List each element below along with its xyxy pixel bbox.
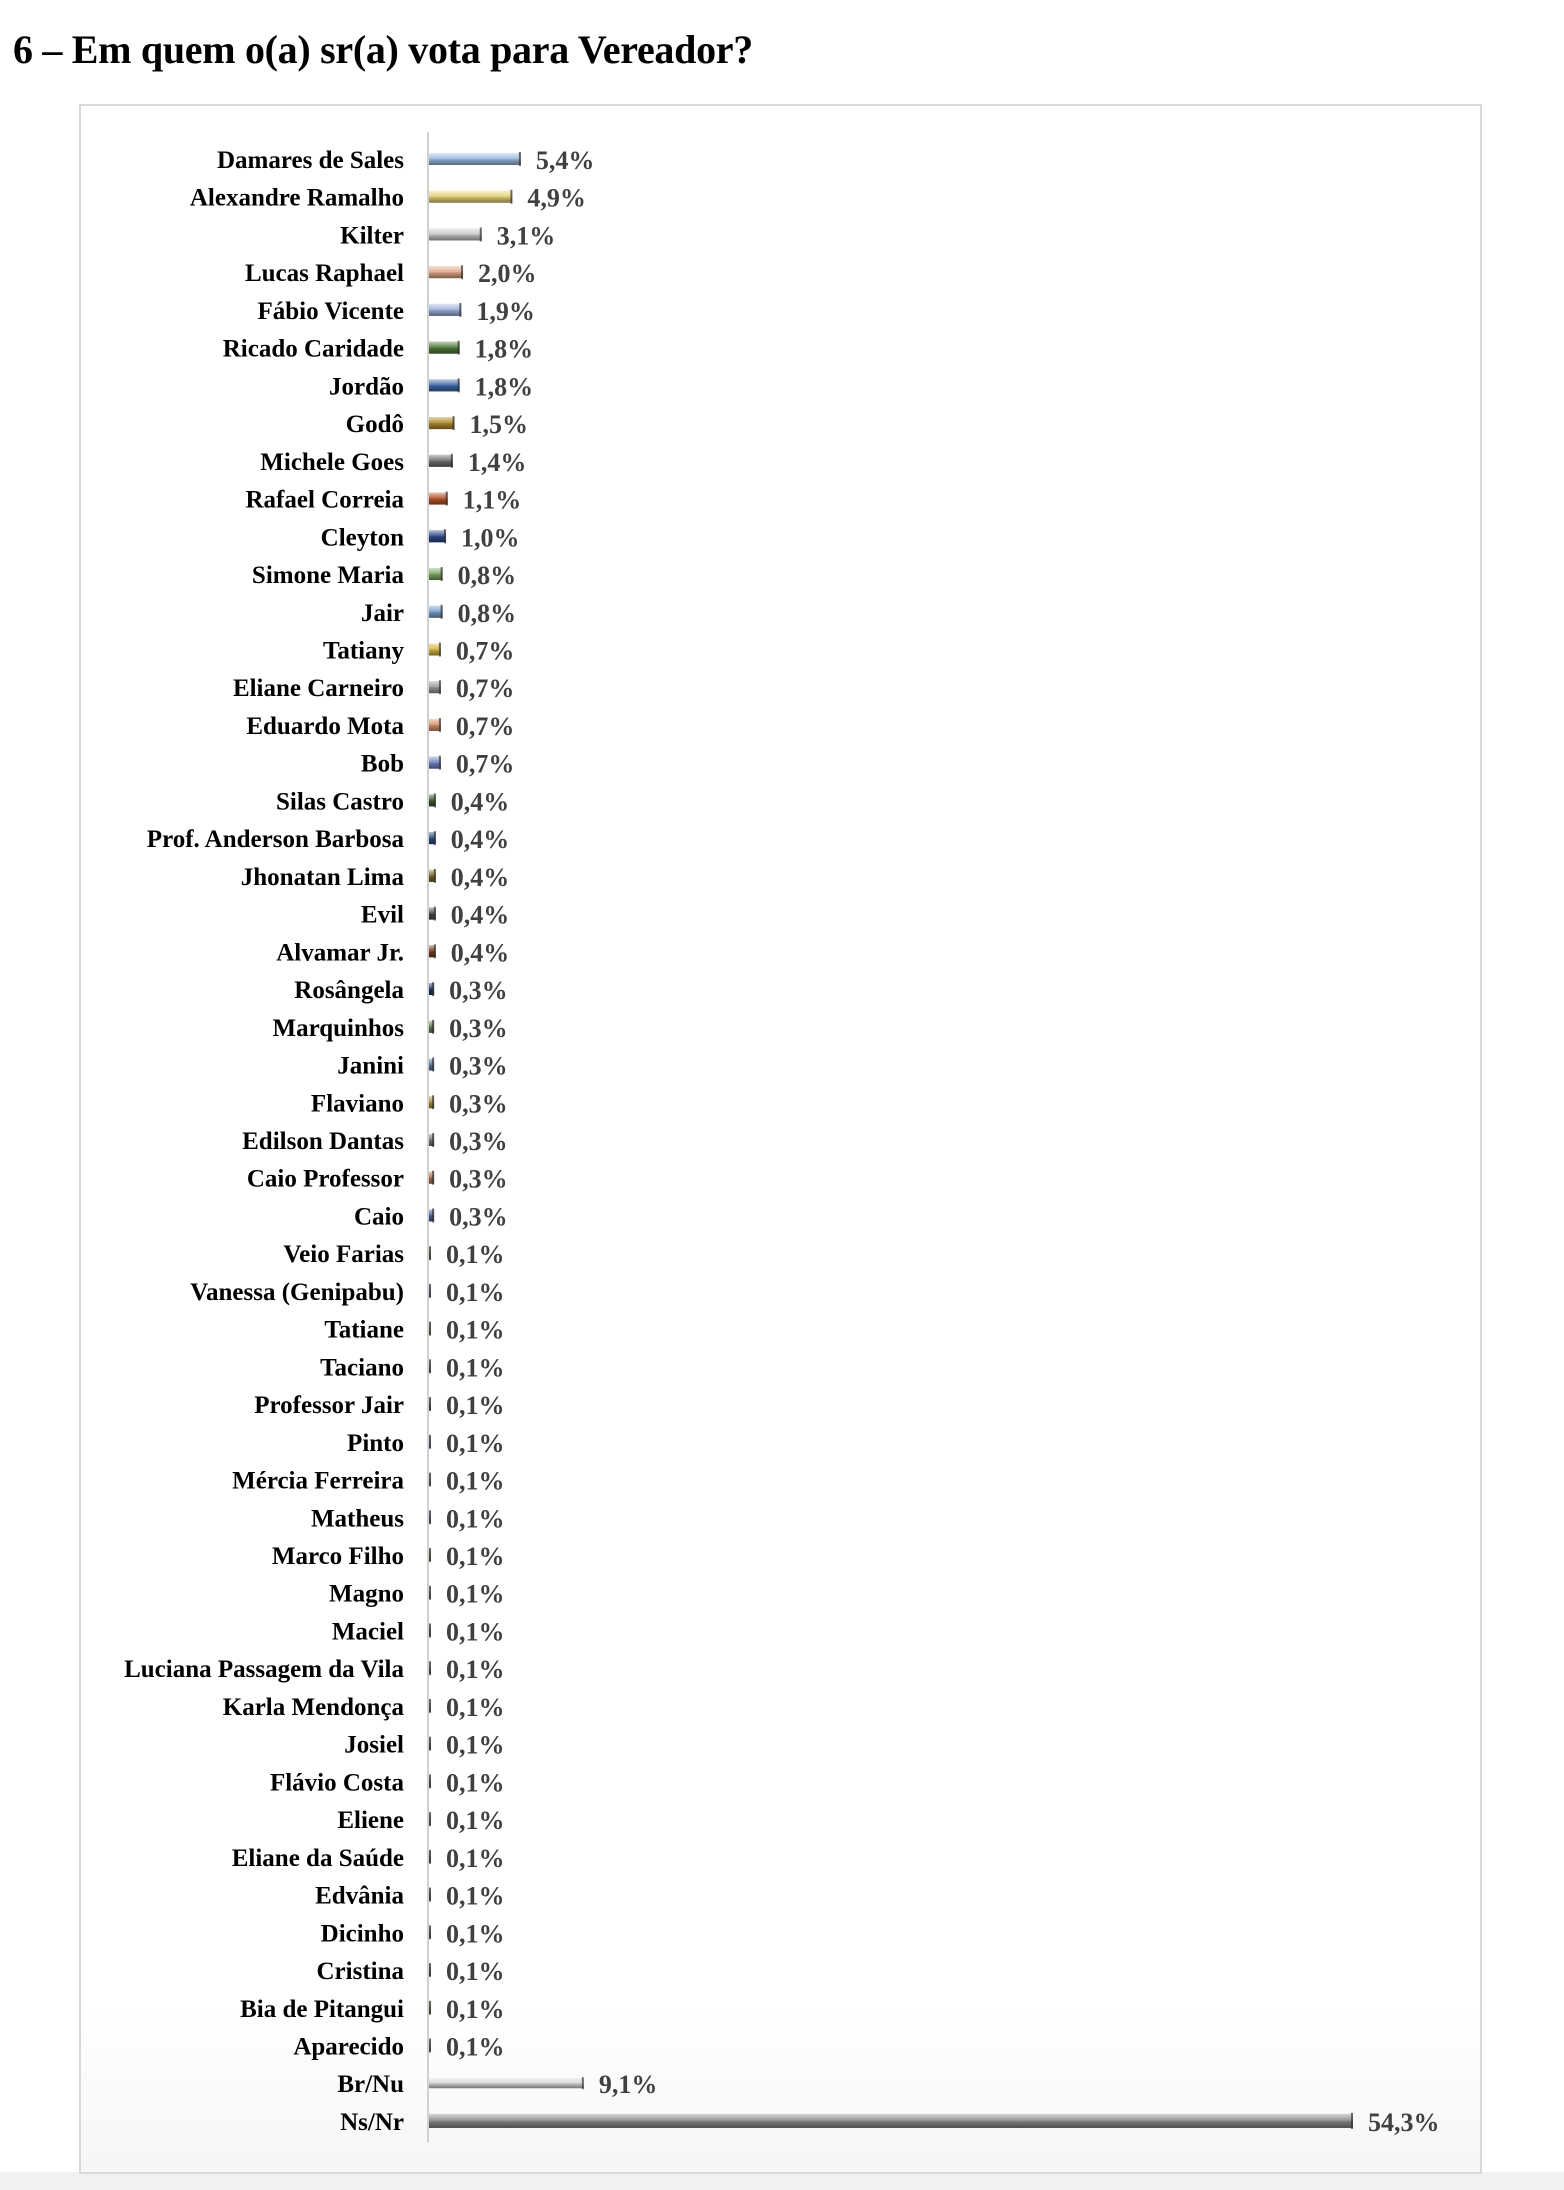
category-label: Magno [329, 1580, 404, 1608]
bar-end-cap [429, 1774, 431, 1788]
category-label: Eduardo Mota [246, 712, 404, 740]
bar-row [276, 787, 509, 816]
bar-end-cap [510, 190, 512, 204]
bar-end-cap [429, 1397, 431, 1411]
value-label: 0,1% [446, 1579, 505, 1609]
bar-end-cap [429, 1850, 431, 1864]
value-label: 0,7% [455, 674, 515, 704]
bar-end-cap [429, 1888, 431, 1902]
bar-bevel [429, 153, 521, 165]
value-label: 0,1% [446, 1843, 505, 1873]
bar-bevel [429, 493, 448, 505]
bar-end-cap [519, 152, 521, 166]
category-label: Taciano [320, 1354, 404, 1382]
value-label: 0,7% [455, 636, 515, 666]
value-label: 0,1% [446, 1315, 505, 1345]
value-label: 0,8% [457, 598, 517, 628]
value-label: 0,1% [446, 1240, 505, 1270]
bar-bevel [429, 417, 455, 429]
bar-row [354, 1202, 508, 1231]
bar-row [217, 146, 594, 175]
value-label: 1,8% [474, 372, 534, 402]
bar-end-cap [429, 1661, 431, 1675]
bar-end-cap [429, 1963, 431, 1977]
category-label: Cleyton [320, 524, 404, 552]
value-label: 1,5% [469, 410, 529, 440]
value-label: 0,1% [446, 1730, 505, 1760]
bar-row [311, 1504, 505, 1533]
bar-row [247, 1165, 508, 1194]
value-label: 0,1% [446, 1542, 505, 1572]
bar-end-cap [434, 869, 436, 883]
bar-row [361, 901, 509, 930]
bar-bevel [429, 266, 463, 278]
value-label: 0,3% [449, 1126, 508, 1156]
bar-end-cap [434, 907, 436, 921]
bar-end-cap [432, 982, 434, 996]
bar-row [323, 636, 514, 665]
value-label: 1,8% [474, 334, 534, 364]
category-label: Kilter [340, 222, 404, 250]
bar-bevel [429, 2078, 584, 2088]
bar-end-cap [429, 1473, 431, 1487]
category-label: Evil [360, 901, 404, 929]
value-label: 0,4% [450, 787, 510, 817]
bar-end-cap [429, 1925, 431, 1939]
bar-row [337, 1806, 504, 1835]
category-label: Mércia Ferreira [232, 1467, 404, 1495]
value-label: 0,1% [446, 2032, 505, 2062]
category-label: Cristina [316, 1958, 404, 1986]
bar-bevel [429, 568, 443, 580]
category-label: Bob [360, 750, 404, 778]
bar-row [294, 976, 507, 1005]
bar-end-cap [429, 1510, 431, 1524]
bar-row [270, 1768, 505, 1797]
category-label: Karla Mendonça [222, 1693, 404, 1721]
value-label: 0,3% [449, 1051, 508, 1081]
value-label: 4,9% [527, 183, 586, 213]
value-label: 0,1% [446, 1504, 505, 1534]
category-label: Michele Goes [260, 448, 404, 476]
category-label: Damares de Sales [216, 147, 404, 174]
bar-end-cap [480, 227, 482, 241]
bar-row [242, 1127, 507, 1156]
value-label: 0,4% [450, 825, 510, 855]
value-label: 0,1% [446, 1466, 505, 1496]
category-label: Vanessa (Genipabu) [190, 1278, 404, 1306]
bar-row [232, 1467, 504, 1496]
bar-row [346, 410, 528, 439]
bar-end-cap [459, 303, 461, 317]
value-label: 0,4% [450, 862, 510, 892]
value-label: 0,4% [450, 938, 510, 968]
bar-row [223, 335, 533, 364]
bar-row [337, 2070, 657, 2099]
value-label: 0,3% [449, 1202, 508, 1232]
value-label: 5,4% [535, 146, 595, 175]
bar-end-cap [439, 680, 441, 694]
category-label: Veio Farias [283, 1241, 404, 1269]
bar-bevel [429, 455, 453, 467]
bar-row [321, 523, 520, 552]
bar-end-cap [439, 756, 441, 770]
bar-row [245, 259, 537, 288]
category-label: Eliane Carneiro [232, 675, 404, 703]
bar-end-cap [429, 1586, 431, 1600]
value-label: 0,1% [446, 1617, 505, 1647]
value-label: 0,1% [446, 1277, 505, 1307]
bar-row [329, 372, 533, 401]
category-label: Tatiany [322, 637, 404, 665]
bar-row [124, 1655, 504, 1684]
bar-row [232, 1844, 505, 1873]
bar-end-cap [429, 1322, 431, 1336]
bar-row [254, 1391, 504, 1420]
page-title: 6 – Em quem o(a) sr(a) vota para Vereador? [13, 27, 753, 72]
bar-end-cap [432, 1208, 434, 1222]
bar-end-cap [432, 1020, 434, 1034]
category-label: Jordão [329, 373, 404, 401]
bar-row [324, 1316, 504, 1345]
bar-row [361, 750, 515, 779]
bar-end-cap [429, 1246, 431, 1260]
bar-row [257, 297, 534, 326]
bar-end-cap [446, 492, 448, 506]
bar-row [361, 599, 516, 628]
bar-end-cap [432, 1133, 434, 1147]
value-label: 0,7% [455, 711, 515, 741]
bar-end-cap [429, 1548, 431, 1562]
bar-bevel [429, 191, 512, 203]
bar-end-cap [434, 793, 436, 807]
value-label: 0,1% [446, 1353, 505, 1383]
bar-row [293, 2033, 504, 2062]
bar-end-cap [453, 416, 455, 430]
value-label: 0,1% [446, 1806, 505, 1836]
bar-row [240, 1995, 504, 2024]
bar-end-cap [441, 605, 443, 619]
category-label: Alvamar Jr. [276, 939, 404, 967]
bar-bevel [429, 2114, 1353, 2128]
bar-row [340, 2108, 1439, 2137]
category-label: Eliane da Saúde [231, 1844, 404, 1872]
category-label: Simone Maria [251, 562, 404, 590]
bar-row [337, 1052, 507, 1081]
bar-end-cap [429, 1435, 431, 1449]
bar-row [344, 1731, 504, 1760]
bar-end-cap [434, 831, 436, 845]
bar-row [272, 1014, 507, 1043]
bar-bevel [429, 228, 482, 240]
bar-end-cap [429, 1699, 431, 1713]
value-label: 1,0% [461, 523, 520, 553]
bar-row [246, 712, 514, 741]
bar-end-cap [439, 718, 441, 732]
category-label: Flávio Costa [269, 1769, 404, 1797]
bar-end-cap [432, 1058, 434, 1072]
bar-bevel [429, 530, 446, 542]
bar-end-cap [461, 265, 463, 279]
category-label: Edilson Dantas [242, 1127, 404, 1155]
bar-end-cap [432, 1095, 434, 1109]
category-label: Caio Professor [246, 1165, 404, 1193]
bar-row [233, 674, 514, 703]
category-label: Matheus [310, 1505, 404, 1533]
value-label: 1,9% [476, 296, 535, 326]
bar-row [315, 1882, 504, 1911]
category-label: Prof. Anderson Barbosa [146, 826, 404, 854]
bar-bevel [429, 304, 461, 316]
bar-row [321, 1919, 505, 1948]
bar-end-cap [429, 1284, 431, 1298]
bar-row [190, 184, 586, 213]
category-label: Lucas Raphael [244, 260, 404, 288]
category-label: Bia de Pitangui [240, 1995, 404, 2023]
value-label: 0,3% [449, 1089, 508, 1119]
bar-row [347, 1429, 504, 1458]
value-label: 0,7% [455, 749, 515, 779]
bar-end-cap [582, 2077, 584, 2089]
category-label: Maciel [331, 1618, 404, 1646]
bar-end-cap [458, 341, 460, 355]
category-label: Godô [345, 411, 404, 439]
category-label: Pinto [347, 1429, 404, 1457]
bar-row [190, 1278, 504, 1307]
category-label: Aparecido [293, 2033, 404, 2061]
value-label: 2,0% [478, 259, 537, 289]
bar-row [317, 1957, 505, 1986]
value-label: 0,1% [446, 1428, 505, 1458]
bar-row [252, 561, 516, 590]
bar-row [332, 1617, 505, 1646]
bar-row [311, 1089, 508, 1118]
value-label: 0,1% [446, 1919, 505, 1949]
category-label: Fábio Vicente [257, 297, 404, 325]
category-label: Ricado Caridade [222, 335, 404, 363]
bar-end-cap [429, 1812, 431, 1826]
bar-row [272, 1542, 505, 1571]
bar-end-cap [441, 567, 443, 581]
category-label: Ns/Nr [340, 2108, 404, 2136]
bar-bevel [429, 342, 460, 354]
bar-end-cap [458, 378, 460, 392]
category-label: Flaviano [310, 1090, 404, 1118]
bar-end-cap [429, 2001, 431, 2015]
category-label: Josiel [344, 1731, 404, 1759]
bar-end-cap [429, 1737, 431, 1751]
bar-row [147, 825, 510, 854]
value-label: 54,3% [1368, 2107, 1440, 2137]
category-label: Marco Filho [271, 1543, 404, 1571]
bar-bevel [429, 379, 460, 391]
value-label: 0,1% [446, 1391, 505, 1421]
category-label: Rosângela [294, 977, 404, 1005]
category-label: Jair [360, 599, 404, 627]
bar-row [320, 1353, 504, 1382]
bar-end-cap [439, 642, 441, 656]
bar-row [241, 863, 510, 892]
category-label: Luciana Passagem da Vila [124, 1656, 404, 1684]
bar-end-cap [434, 944, 436, 958]
category-label: Silas Castro [275, 788, 404, 816]
bar-row [340, 221, 555, 250]
bar-end-cap [429, 2039, 431, 2053]
category-label: Tatiane [324, 1316, 404, 1344]
value-label: 1,4% [467, 447, 527, 477]
value-label: 9,1% [598, 2070, 658, 2100]
value-label: 0,1% [446, 1692, 505, 1722]
category-label: Edvânia [315, 1882, 404, 1910]
bar-end-cap [444, 529, 446, 543]
bar-bevel [429, 606, 443, 618]
value-label: 3,1% [496, 221, 556, 251]
value-label: 0,3% [449, 1164, 508, 1194]
category-label: Janini [337, 1052, 404, 1080]
category-label: Marquinhos [272, 1014, 404, 1042]
value-label: 0,3% [449, 976, 508, 1006]
value-label: 0,1% [446, 1768, 505, 1798]
category-label: Br/Nu [337, 2071, 404, 2099]
category-label: Rafael Correia [245, 486, 404, 514]
bar-row [245, 486, 521, 515]
value-label: 0,1% [446, 1994, 505, 2024]
category-label: Professor Jair [254, 1392, 404, 1420]
category-label: Caio [354, 1203, 404, 1231]
bar-end-cap [429, 1359, 431, 1373]
bar-end-cap [451, 454, 453, 468]
bar-row [223, 1693, 505, 1722]
bar-row [329, 1580, 505, 1609]
value-label: 0,1% [446, 1881, 505, 1911]
category-label: Jhonatan Lima [240, 863, 404, 891]
bar-row [260, 448, 526, 477]
bar-end-cap [432, 1171, 434, 1185]
value-label: 0,8% [457, 561, 517, 591]
category-label: Eliene [337, 1807, 404, 1835]
value-label: 0,4% [450, 900, 510, 930]
category-label: Alexandre Ramalho [189, 184, 404, 212]
value-label: 1,1% [462, 485, 522, 515]
value-label: 0,1% [446, 1957, 505, 1987]
bar-end-cap [1351, 2113, 1353, 2129]
bar-row [283, 1240, 504, 1269]
category-label: Dicinho [320, 1920, 404, 1948]
bar-end-cap [429, 1623, 431, 1637]
value-label: 0,1% [446, 1655, 505, 1685]
bar-row [276, 938, 509, 967]
value-label: 0,3% [449, 1013, 508, 1043]
